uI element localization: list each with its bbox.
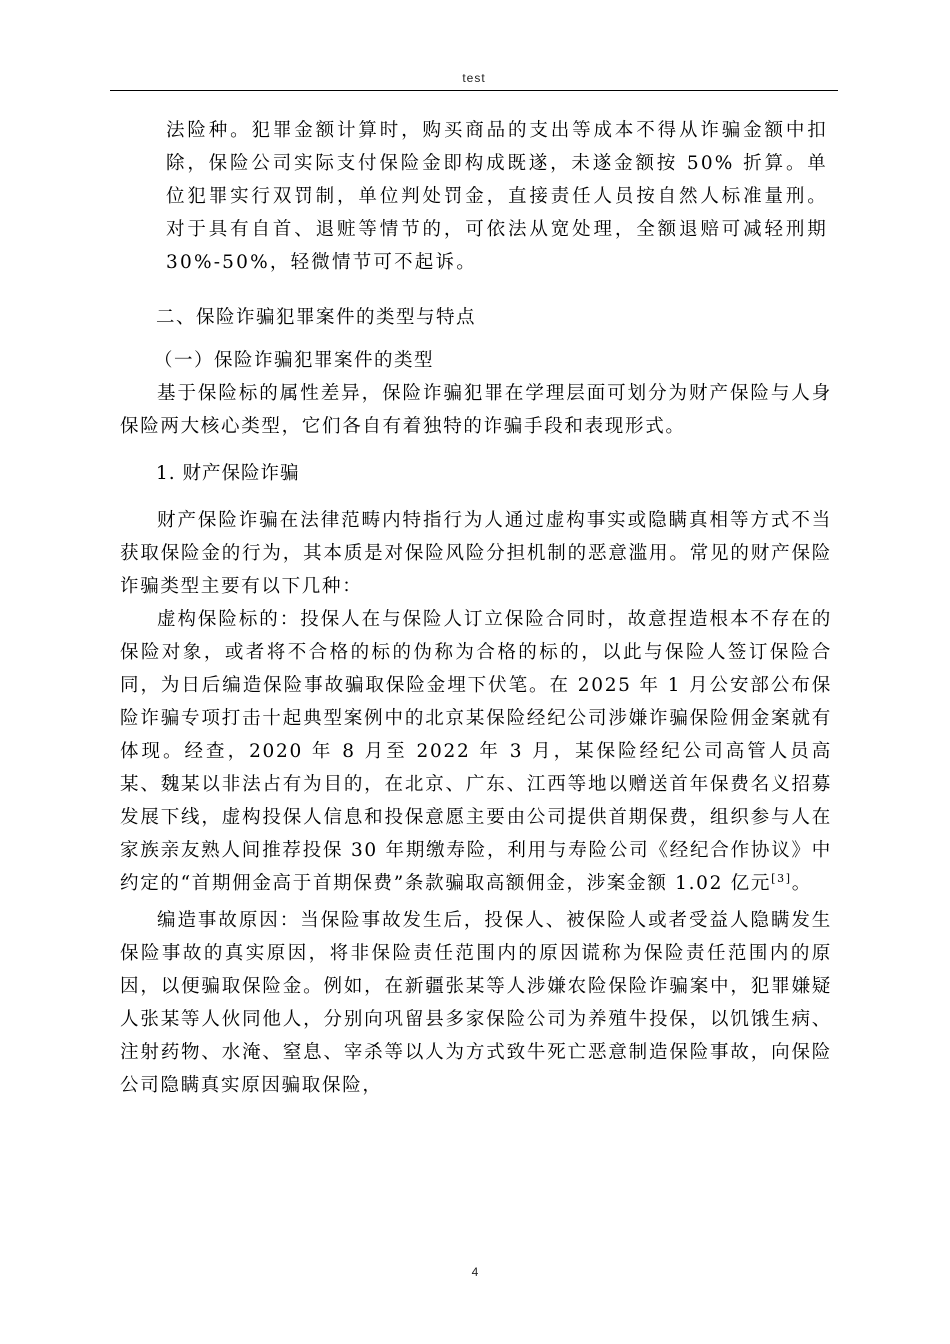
fabricated-cause-paragraph: 编造事故原因：当保险事故发生后，投保人、被保险人或者受益人隐瞒发生保险事故的真实原因，将非保险责任范围内的原因谎称为保险责任范围内的原因，以便骗取保险金。例如，在新疆张某等人涉嫌农险保险诈骗案中，犯罪嫌疑人张某等人伙同他人，分别向巩留县多家保险公司为养殖牛投保，以饥饿生病、注射药物、水淹、窒息、宰杀等以人为方式致牛死亡恶意制造保险事故，向保险公司隐瞒真实原因骗取保险， bbox=[120, 910, 832, 1096]
citation-mark: [3] bbox=[771, 871, 792, 885]
page-number: 4 bbox=[471, 1265, 479, 1279]
fictitious-subject-end: 。 bbox=[791, 873, 812, 894]
fictitious-subject-paragraph bbox=[120, 603, 832, 900]
header-text: test bbox=[462, 71, 486, 85]
intro-block: 法险种。犯罪金额计算时，购买商品的支出等成本不得从诈骗金额中扣除，保险公司实际支付保险金即构成既遂，未遂金额按 50% 折算。单位犯罪实行双罚制，单位判处罚金，直接责任人员按自然人标准量刑。对于具有自首、退赃等情节的，可依法从宽处理，全额退赔可减轻刑期 30%-50%，轻微情节可不起诉。 bbox=[166, 120, 828, 273]
section-intro-paragraph: 基于保险标的属性差异，保险诈骗犯罪在学理层面可划分为财产保险与人身保险两大核心类型，它们各自有着独特的诈骗手段和表现形式。 bbox=[120, 383, 832, 437]
document-body bbox=[120, 114, 832, 1102]
page-header bbox=[110, 68, 838, 91]
property-fraud-paragraph: 财产保险诈骗在法律范畴内特指行为人通过虚构事实或隐瞒真相等方式不当获取保险金的行为，其本质是对保险风险分担机制的恶意滥用。常见的财产保险诈骗类型主要有以下几种： bbox=[120, 510, 832, 597]
sub-item-heading: 1. 财产保险诈骗 bbox=[156, 463, 300, 484]
fictitious-subject-text: 虚构保险标的：投保人在与保险人订立保险合同时，故意捏造根本不存在的保险对象，或者将不合格的标的伪称为合格的标的，以此与保险人签订保险合同，为日后编造保险事故骗取保险金埋下伏笔。在 2025 年 1 月公安部公布保险诈骗专项打击十起典型案例中的北京某保险经纪公司涉嫌诈骗保险佣金案就有体现。经查，2020 年 8 月至 2022 年 3 月，某保险经纪公司高管人员高某、魏某以非法占有为目的，在北京、广东、江西等地以赠送首年保费名义招募发展下线，虚构投保人信息和投保意愿主要由公司提供首期保费，组织参与人在家族亲友熟人间推荐投保 30 年期缴寿险，利用与寿险公司《经纪合作协议》中约定的“首期佣金高于首期保费”条款骗取高额佣金，涉案金额 1.02 亿元 bbox=[120, 609, 832, 894]
subsection-heading: （一）保险诈骗犯罪案件的类型 bbox=[154, 350, 435, 371]
section-heading: 二、保险诈骗犯罪案件的类型与特点 bbox=[156, 307, 477, 328]
